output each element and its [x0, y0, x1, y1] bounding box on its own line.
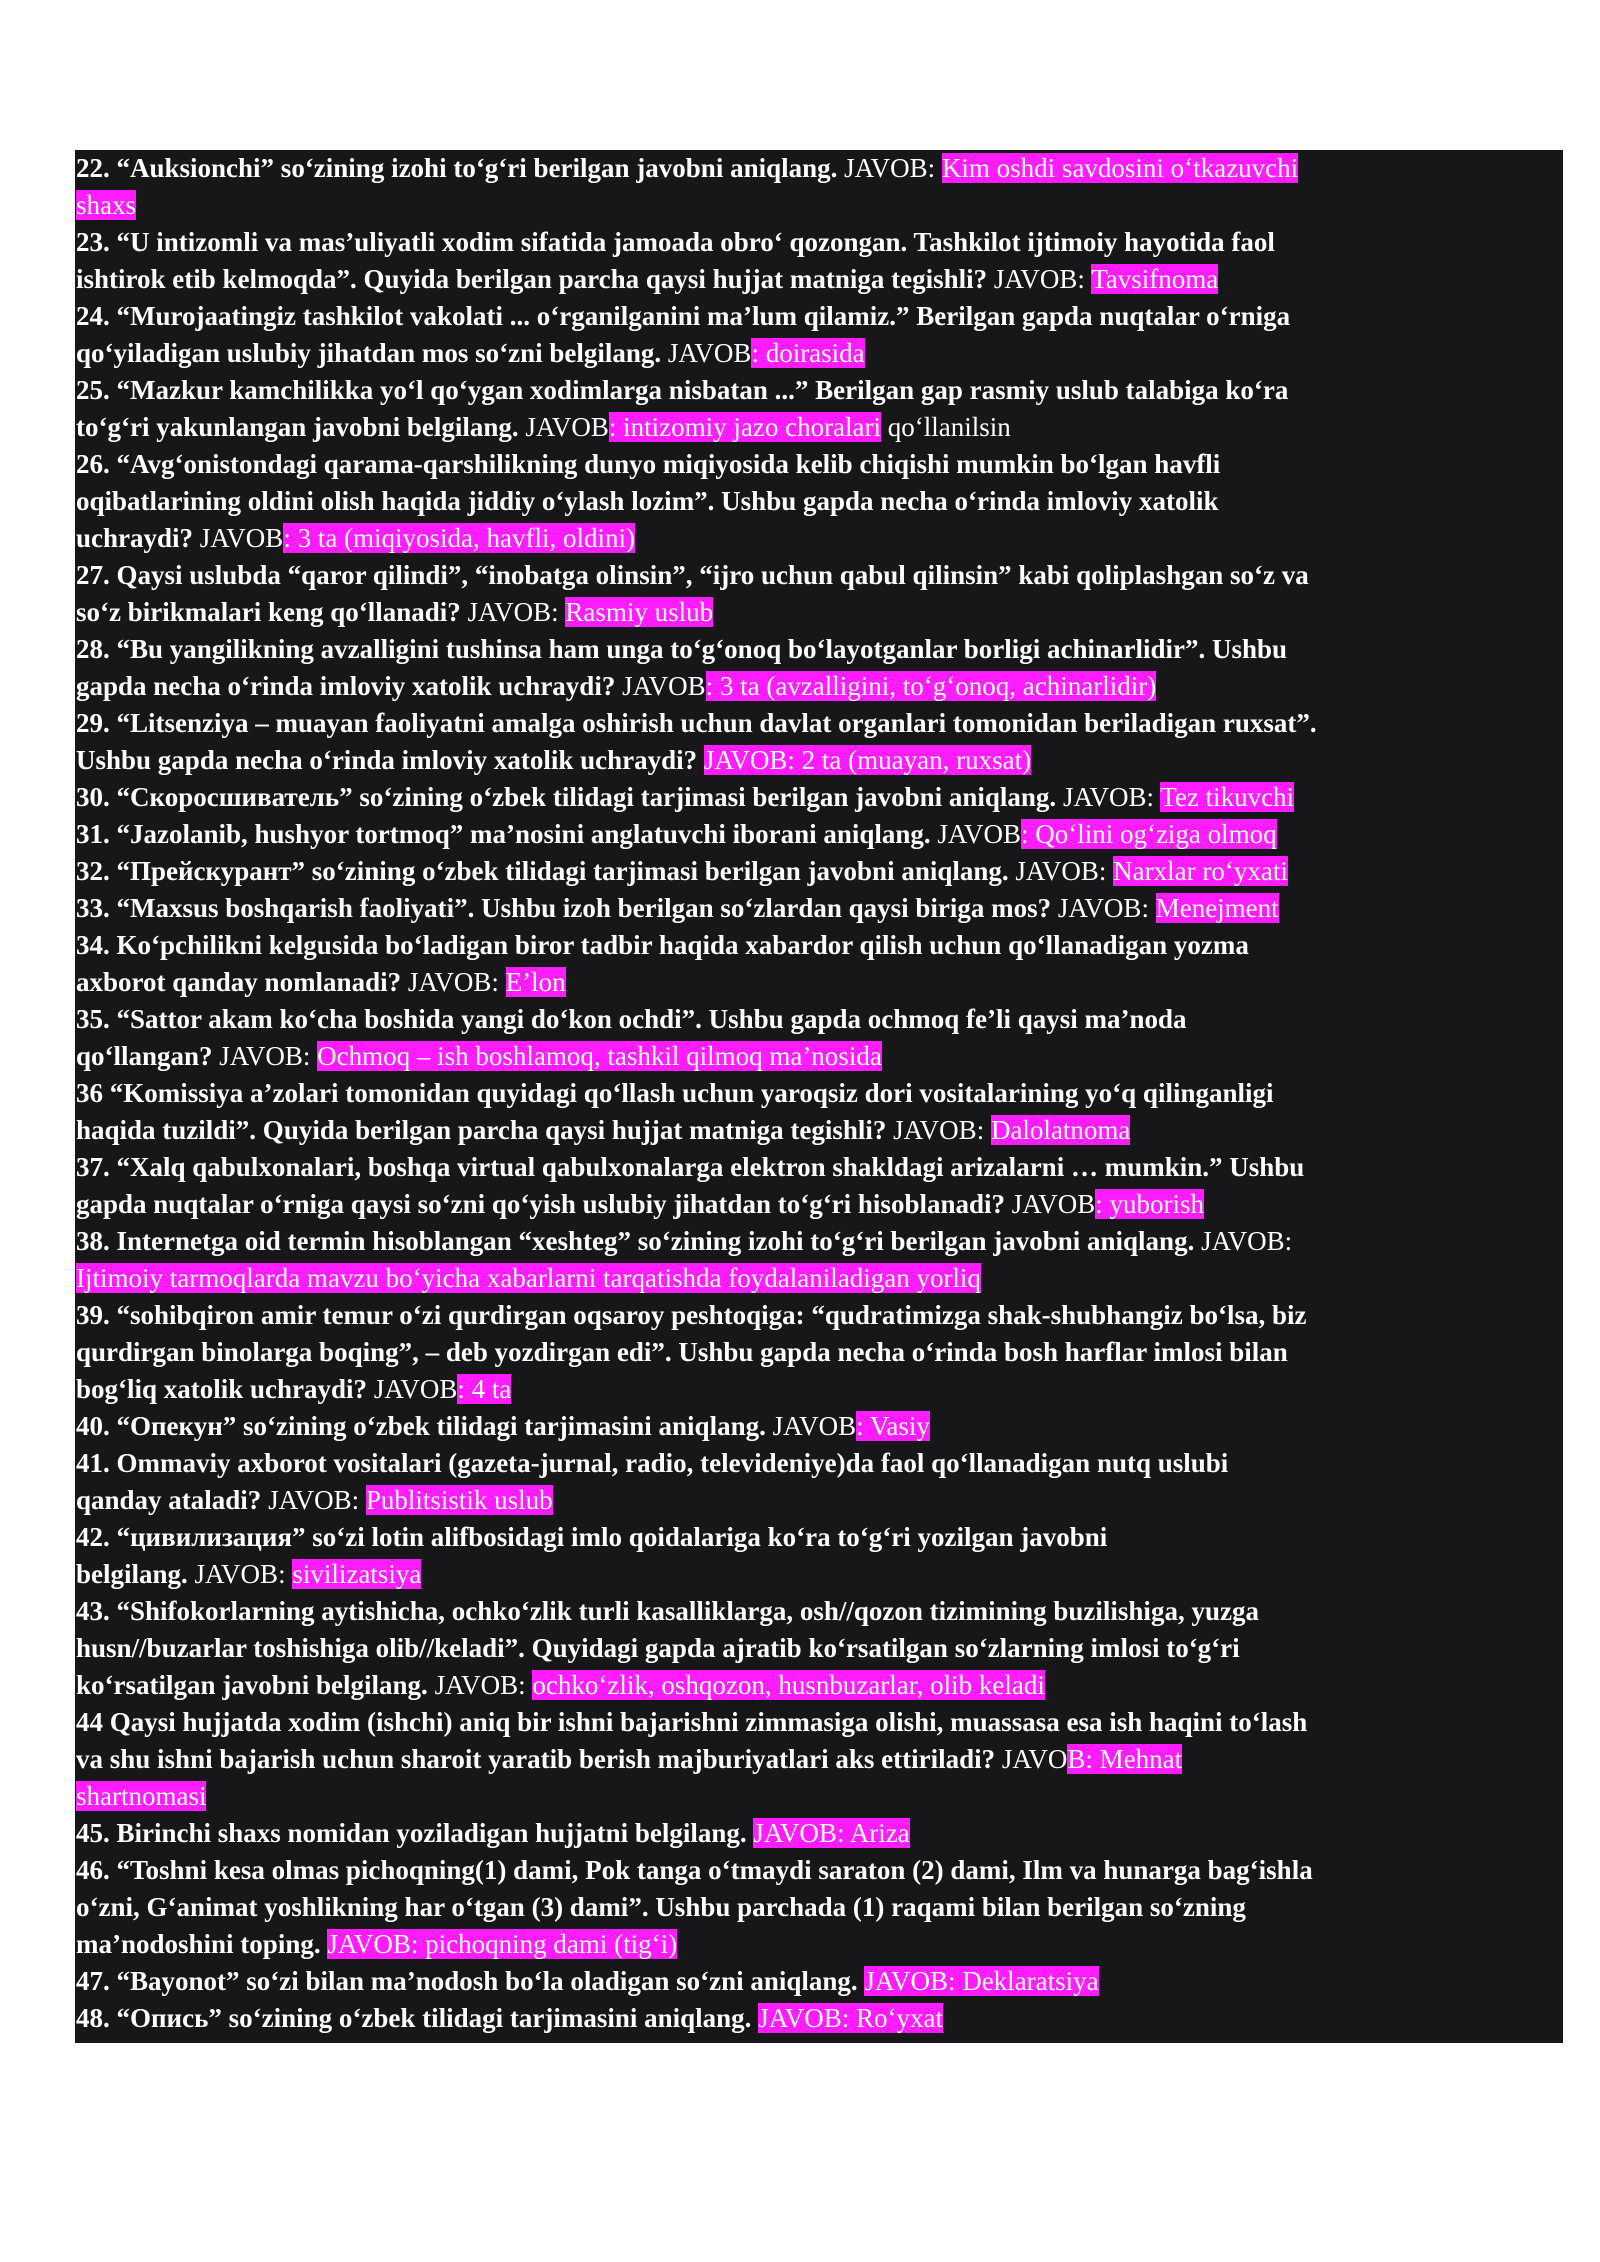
answer-label: JAVOB: — [212, 1041, 318, 1071]
question-text: 23. “U intizomli va mas’uliyatli xodim sifatida jamoada obro‘ qozongan. Tashkilot ijtimoiy hayotida faol — [76, 227, 1275, 257]
document-line — [76, 483, 1219, 520]
document-line — [76, 335, 865, 372]
answer-label: JAVOB: — [1051, 893, 1156, 923]
answer-highlight: Kim oshdi savdosini o‘tkazuvchi — [941, 153, 1299, 183]
answer-highlight: : 3 ta (avzalligini, to‘g‘onoq, achinarlidir) — [705, 671, 1157, 701]
question-text: 29. “Litsenziya – muayan faoliyatni amalga oshirish uchun davlat organlari tomonidan beriladigan ruxsat”. — [76, 708, 1317, 738]
document-line — [76, 927, 1249, 964]
document-line — [76, 1519, 1107, 1556]
answer-label: JAVOB — [930, 819, 1021, 849]
question-text: o‘zni, G‘animat yoshlikning har o‘tgan (3) dami”. Ushbu parchada (1) raqami bilan berilgan so‘zning — [76, 1892, 1246, 1922]
document-line — [76, 631, 1287, 668]
answer-label: JAVOB — [367, 1374, 458, 1404]
answer-label: JAVOB — [193, 523, 284, 553]
question-text: gapda necha o‘rinda imloviy xatolik uchraydi? — [76, 671, 616, 701]
answer-highlight: shartnomasi — [76, 1781, 207, 1811]
document-line — [76, 1038, 882, 1075]
document-line — [76, 298, 1290, 335]
question-text: 22. “Auksionchi” so‘zining izohi to‘g‘ri berilgan javobni aniqlang. — [76, 153, 838, 183]
document-line — [76, 2000, 943, 2037]
question-text: 31. “Jazolanib, hushyor tortmoq” ma’nosini anglatuvchi iborani aniqlang. — [76, 819, 931, 849]
document-line — [76, 779, 1294, 816]
document-line — [76, 1778, 206, 1815]
question-text: 26. “Avg‘onistondagi qarama-qarshilikning dunyo miqiyosida kelib chiqishi mumkin bo‘lgan havfli — [76, 449, 1221, 479]
answer-highlight: JAVOB: Deklaratsiya — [864, 1966, 1099, 1996]
document-line — [76, 1667, 1045, 1704]
answer-highlight: JAVOB: Ariza — [753, 1818, 910, 1848]
answer-label: JAVOB: — [401, 967, 506, 997]
answer-label: JAVOB: — [460, 597, 566, 627]
question-text: qanday ataladi? — [76, 1485, 262, 1515]
question-text: 35. “Sattor akam ko‘cha boshida yangi do‘kon ochdi”. Ushbu gapda ochmoq fe’li qaysi ma’noda — [76, 1004, 1187, 1034]
answer-label: JAVOB: — [837, 153, 942, 183]
question-text: 44 Qaysi hujjatda xodim (ishchi) aniq bir ishni bajarishni zimmasiga olishi, muassasa esa ish haqini to‘lash — [76, 1707, 1308, 1737]
answer-label: JAVOB — [518, 412, 609, 442]
answer-label: JAVOB: — [261, 1485, 366, 1515]
question-text: 45. Birinchi shaxs nomidan yoziladigan hujjatni belgilang. — [76, 1818, 747, 1848]
question-text: 33. “Maxsus boshqarish faoliyati”. Ushbu izoh berilgan so‘zlardan qaysi biriga mos? — [76, 893, 1052, 923]
answer-highlight: Dalolatnoma — [990, 1115, 1131, 1145]
question-text: 27. Qaysi uslubda “qaror qilindi”, “inobatga olinsin”, “ijro uchun qabul qilinsin” kabi qoliplashgan so‘z va — [76, 560, 1309, 590]
document-line — [76, 1112, 1130, 1149]
answer-label: JAVOB: — [1008, 856, 1114, 886]
document-line — [76, 964, 566, 1001]
question-text: oqibatlarining oldini olish haqida jiddiy o‘ylash lozim”. Ushbu gapda necha o‘rinda imloviy xatolik — [76, 486, 1219, 516]
question-text: va shu ishni bajarish uchun sharoit yaratib berish majburiyatlari aks ettiriladi? — [76, 1744, 996, 1774]
question-text: 46. “Toshni kesa olmas pichoqning(1) dami, Pok tanga o‘tmaydi saraton (2) dami, Ilm va hunarga bag‘ishla — [76, 1855, 1313, 1885]
question-text: 47. “Bayonot” so‘zi bilan ma’nodosh bo‘la oladigan so‘zni aniqlang. — [76, 1966, 858, 1996]
question-text: 39. “sohibqiron amir temur o‘zi qurdirgan oqsaroy peshtoqiga: “qudratimizga shak-shubhangiz bo‘lsa, biz — [76, 1300, 1307, 1330]
question-text: qo‘yiladigan uslubiy jihatdan mos so‘zni belgilang. — [76, 338, 662, 368]
document-line — [76, 1482, 553, 1519]
question-text: 28. “Bu yangilikning avzalligini tushinsa ham unga to‘g‘onoq bo‘layotganlar borligi achinarlidir”. Ushbu — [76, 634, 1288, 664]
answer-highlight: Narxlar ro‘yxati — [1113, 856, 1288, 886]
answer-highlight: : yuborish — [1095, 1189, 1205, 1219]
answer-label: JAVOB: — [1056, 782, 1161, 812]
document-line — [76, 150, 1298, 187]
document-line — [76, 1445, 1228, 1482]
question-text: gapda nuqtalar o‘rniga qaysi so‘zni qo‘yish uslubiy jihatdan to‘g‘ri hisoblanadi? — [76, 1189, 1005, 1219]
document-line — [76, 1963, 1099, 2000]
document-line — [76, 1223, 1292, 1260]
question-text: husn//buzarlar toshishiga olib//keladi”. Quyidagi gapda ajratib ko‘rsatilgan so‘zlarning imlosi to‘g‘ri — [76, 1633, 1240, 1663]
document-line — [76, 1593, 1259, 1630]
answer-highlight: : intizomiy jazo choralari — [608, 412, 882, 442]
answer-highlight: JAVOB: pichoqning dami (tig‘i) — [327, 1929, 678, 1959]
document-line — [76, 187, 136, 224]
question-text: qurdirgan binolarga boqing”, – deb yozdirgan edi”. Ushbu gapda necha o‘rinda bosh harflar imlosi bilan — [76, 1337, 1288, 1367]
document-line — [76, 261, 1218, 298]
answer-suffix: qo‘llanilsin — [881, 412, 1011, 442]
document-line — [76, 1371, 511, 1408]
question-text: so‘z birikmalari keng qo‘llanadi? — [76, 597, 461, 627]
document-line — [76, 1408, 930, 1445]
question-text: belgilang. — [76, 1559, 188, 1589]
answer-label: JAVOB — [615, 671, 706, 701]
answer-label: JAVOB: — [987, 264, 1092, 294]
answer-highlight: : doirasida — [751, 338, 865, 368]
answer-highlight: Ochmoq – ish boshlamoq, tashkil qilmoq ma’nosida — [317, 1041, 882, 1071]
question-text: ma’nodoshini toping. — [76, 1929, 321, 1959]
document-line — [76, 1260, 981, 1297]
document-line — [76, 705, 1317, 742]
document-line — [76, 1889, 1246, 1926]
answer-highlight: B: Mehnat — [1067, 1744, 1183, 1774]
document-line — [76, 742, 1031, 779]
question-text: ko‘rsatilgan javobni belgilang. — [76, 1670, 428, 1700]
document-line — [76, 1852, 1313, 1889]
document-line — [76, 816, 1277, 853]
document-line — [76, 594, 713, 631]
document-line — [76, 1926, 677, 1963]
answer-highlight: JAVOB: 2 ta (muayan, ruxsat) — [703, 745, 1032, 775]
question-text: Ushbu gapda necha o‘rinda imloviy xatolik uchraydi? — [76, 745, 698, 775]
question-text: 30. “Скоросшиватель” so‘zining o‘zbek tilidagi tarjimasi berilgan javobni aniqlang. — [76, 782, 1057, 812]
answer-key-text-block — [75, 150, 1563, 2043]
answer-highlight: Tavsifnoma — [1091, 264, 1219, 294]
question-text: 43. “Shifokorlarning aytishicha, ochko‘zlik turli kasalliklarga, osh//qozon tizimining buzilishiga, yuzga — [76, 1596, 1259, 1626]
question-text: 37. “Xalq qabulxonalari, boshqa virtual qabulxonalarga elektron shakldagi arizalarni … mumkin.” Ushbu — [76, 1152, 1305, 1182]
document-line — [76, 1001, 1187, 1038]
answer-label: JAVOB — [1005, 1189, 1096, 1219]
answer-highlight: JAVOB: Ro‘yxat — [758, 2003, 943, 2033]
question-text: bog‘liq xatolik uchraydi? — [76, 1374, 368, 1404]
answer-label: JAVOB: — [1194, 1226, 1293, 1256]
question-text: 41. Ommaviy axborot vositalari (gazeta-jurnal, radio, televideniye)da faol qo‘llanadigan nutq uslubi — [76, 1448, 1229, 1478]
question-text: 24. “Murojaatingiz tashkilot vakolati ... o‘rganilganini ma’lum qilamiz.” Berilgan gapda nuqtalar o‘rniga — [76, 301, 1291, 331]
document-line — [76, 1630, 1240, 1667]
question-text: to‘g‘ri yakunlangan javobni belgilang. — [76, 412, 519, 442]
answer-highlight: E’lon — [505, 967, 566, 997]
question-text: ishtirok etib kelmoqda”. Quyida berilgan parcha qaysi hujjat matniga tegishli? — [76, 264, 988, 294]
answer-highlight: Rasmiy uslub — [565, 597, 714, 627]
question-text: 42. “цивилизация” so‘zi lotin alifbosidagi imlo qoidalariga ko‘ra to‘g‘ri yozilgan javobni — [76, 1522, 1108, 1552]
document-line — [76, 446, 1220, 483]
document-line — [76, 1815, 910, 1852]
document-line — [76, 668, 1156, 705]
answer-label: JAVOB — [765, 1411, 857, 1441]
question-text: 40. “Опекун” so‘zining o‘zbek tilidagi tarjimasini aniqlang. — [76, 1411, 766, 1441]
question-text: 36 “Komissiya a’zolari tomonidan quyidagi qo‘llash uchun yaroqsiz dori vositalarining yo‘q qilinganligi — [76, 1078, 1274, 1108]
question-text: uchraydi? — [76, 523, 194, 553]
document-line — [76, 1186, 1204, 1223]
answer-highlight: Tez tikuvchi — [1160, 782, 1295, 812]
document-line — [76, 1334, 1288, 1371]
document-line — [76, 372, 1288, 409]
question-text: 48. “Опись” so‘zining o‘zbek tilidagi tarjimasini aniqlang. — [76, 2003, 752, 2033]
question-text: 32. “Прейскурант” so‘zining o‘zbek tilidagi tarjimasi berilgan javobni aniqlang. — [76, 856, 1009, 886]
answer-highlight: : 3 ta (miqiyosida, havfli, oldini) — [283, 523, 636, 553]
answer-label — [697, 745, 704, 775]
answer-highlight: Publitsistik uslub — [365, 1485, 553, 1515]
document-line — [76, 520, 635, 557]
question-text: 25. “Mazkur kamchilikka yo‘l qo‘ygan xodimlarga nisbatan ...” Berilgan gap rasmiy uslub talabiga ko‘ra — [76, 375, 1289, 405]
document-line — [76, 1149, 1304, 1186]
document-line — [76, 1704, 1307, 1741]
answer-label: JAVOB — [661, 338, 752, 368]
document-line — [76, 853, 1288, 890]
answer-highlight: : Qo‘lini og‘ziga olmoq — [1020, 819, 1277, 849]
answer-highlight: ochko‘zlik, oshqozon, husnbuzarlar, olib keladi — [532, 1670, 1045, 1700]
question-text: 38. Internetga oid termin hisoblangan “xeshteg” so‘zining izohi to‘g‘ri berilgan javobni aniqlang. — [76, 1226, 1195, 1256]
answer-highlight: Menejment — [1155, 893, 1279, 923]
question-text: qo‘llangan? — [76, 1041, 213, 1071]
answer-highlight: : Vasiy — [856, 1411, 930, 1441]
document-line — [76, 409, 1011, 446]
document-line — [76, 890, 1279, 927]
question-text: 34. Ko‘pchilikni kelgusida bo‘ladigan biror tadbir haqida xabardor qilish uchun qo‘llanadigan yozma — [76, 930, 1249, 960]
answer-label: JAVOB: — [886, 1115, 991, 1145]
document-line — [76, 557, 1309, 594]
question-text: haqida tuzildi”. Quyida berilgan parcha qaysi hujjat matniga tegishli? — [76, 1115, 887, 1145]
answer-highlight: shaxs — [76, 190, 136, 220]
answer-highlight: Ijtimoiy tarmoqlarda mavzu bo‘yicha xabarlarni tarqatishda foydalaniladigan yorliq — [76, 1263, 981, 1293]
document-line — [76, 224, 1275, 261]
document-line — [76, 1741, 1182, 1778]
document-line — [76, 1297, 1306, 1334]
answer-label: JAVOB: — [187, 1559, 293, 1589]
document-line — [76, 1075, 1273, 1112]
answer-label: JAVOB: — [427, 1670, 533, 1700]
answer-highlight: : 4 ta — [457, 1374, 512, 1404]
question-text: axborot qanday nomlanadi? — [76, 967, 402, 997]
answer-label: JAVO — [995, 1744, 1068, 1774]
answer-highlight: sivilizatsiya — [292, 1559, 422, 1589]
document-line — [76, 1556, 421, 1593]
